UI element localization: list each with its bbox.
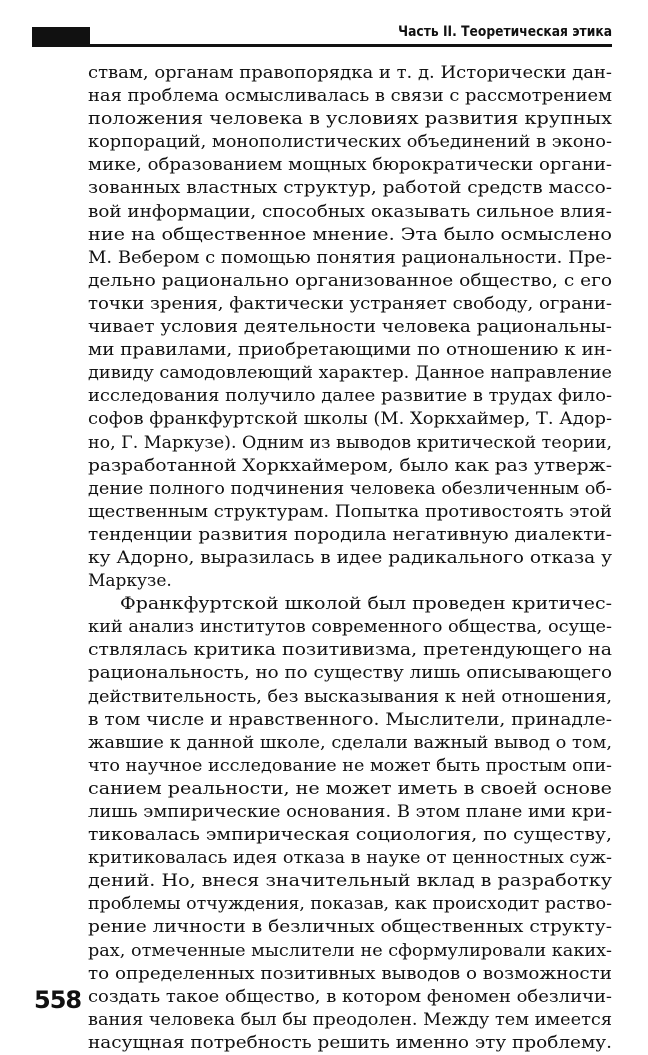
text-line bbox=[88, 616, 612, 639]
text-line-content: рах, отмеченные мыслители не сформулировали каких- bbox=[88, 940, 612, 961]
text-line bbox=[88, 570, 612, 593]
text-line bbox=[88, 201, 612, 224]
text-line bbox=[88, 108, 612, 131]
text-line bbox=[88, 709, 612, 732]
text-line-content: дение полного подчинения человека обезличенным об- bbox=[88, 478, 612, 499]
text-line bbox=[88, 662, 612, 685]
page-number: 558 bbox=[34, 986, 82, 1014]
text-line-content: то определенных позитивных выводов о возможности bbox=[88, 963, 612, 984]
text-line-content: что научное исследование не может быть простым опи- bbox=[88, 755, 612, 776]
text-line bbox=[88, 778, 612, 801]
text-line bbox=[88, 62, 612, 85]
text-line bbox=[88, 524, 612, 547]
text-line-content: санием реальности, не может иметь в своей основе bbox=[88, 778, 612, 799]
text-line bbox=[88, 362, 612, 385]
text-line-content: создать такое общество, в котором феномен обезличи- bbox=[88, 986, 612, 1007]
text-line bbox=[88, 547, 612, 570]
text-line-content: рение личности в безличных общественных структу- bbox=[88, 917, 612, 938]
text-line-content: дельно рационально организованное общество, с его bbox=[88, 270, 612, 291]
text-line bbox=[88, 177, 612, 200]
text-line bbox=[88, 755, 612, 778]
text-line bbox=[88, 1009, 612, 1032]
text-line-content: вания человека был бы преодолен. Между тем имеется bbox=[88, 1009, 612, 1030]
text-line-content: ние на общественное мнение. Эта было осмыслено bbox=[88, 224, 612, 245]
text-line bbox=[88, 732, 612, 755]
text-line bbox=[88, 639, 612, 662]
body-text bbox=[88, 62, 612, 1055]
text-line bbox=[88, 131, 612, 154]
text-line bbox=[88, 455, 612, 478]
text-line-content: Маркузе. bbox=[88, 571, 172, 592]
text-line-content: дивиду самодовлеющий характер. Данное направление bbox=[88, 363, 612, 384]
header-rule bbox=[90, 44, 612, 47]
text-line-content: тенденции развития породила негативную диалекти- bbox=[88, 524, 612, 545]
text-line bbox=[88, 270, 612, 293]
text-line-content: ная проблема осмысливалась в связи с рассмотрением bbox=[88, 86, 612, 107]
text-line bbox=[88, 85, 612, 108]
text-line-content: зованных властных структур, работой средств массо- bbox=[88, 178, 612, 199]
text-line bbox=[88, 870, 612, 893]
text-line-content: разработанной Хоркхаймером, было как раз утверж- bbox=[88, 455, 612, 476]
text-line-content: действительность, без высказывания к ней отношения, bbox=[88, 686, 612, 707]
text-line bbox=[88, 339, 612, 362]
text-line-content: ми правилами, приобретающими по отношению к ин- bbox=[88, 340, 612, 361]
text-line bbox=[88, 940, 612, 963]
text-line-content: М. Вебером с помощью понятия рациональности. Пре- bbox=[88, 247, 612, 268]
text-line-content: но, Г. Маркузе). Одним из выводов критической теории, bbox=[88, 432, 612, 453]
text-line-content: точки зрения, фактически устраняет свободу, ограни- bbox=[88, 293, 612, 314]
text-line bbox=[88, 408, 612, 431]
text-line bbox=[88, 593, 612, 616]
text-line bbox=[88, 824, 612, 847]
text-line-content: в том числе и нравственного. Мыслители, принадле- bbox=[88, 709, 612, 730]
text-line-content: жавшие к данной школе, сделали важный вывод о том, bbox=[88, 732, 612, 753]
text-line-content: корпораций, монополистических объединений в эконо- bbox=[88, 132, 612, 153]
running-header: Часть II. Теоретическая этика bbox=[398, 24, 612, 40]
text-line-content: ствам, органам правопорядка и т. д. Исторически дан- bbox=[88, 63, 612, 83]
text-line bbox=[88, 916, 612, 939]
text-line bbox=[88, 893, 612, 916]
text-line bbox=[88, 293, 612, 316]
text-line bbox=[88, 385, 612, 408]
text-line bbox=[88, 154, 612, 177]
text-line bbox=[88, 1032, 612, 1055]
text-line-content: кий анализ институтов современного общества, осуще- bbox=[88, 617, 612, 638]
text-line bbox=[88, 686, 612, 709]
text-line bbox=[88, 247, 612, 270]
text-line bbox=[88, 847, 612, 870]
text-line bbox=[88, 501, 612, 524]
text-line-content: софов франкфуртской школы (М. Хоркхаймер, Т. Адор- bbox=[88, 409, 612, 430]
text-line-content: насущная потребность решить именно эту проблему. bbox=[88, 1032, 612, 1053]
text-line bbox=[88, 963, 612, 986]
text-line-content: ствлялась критика позитивизма, претендующего на bbox=[88, 640, 612, 661]
text-line-content: проблемы отчуждения, показав, как происходит раство- bbox=[88, 894, 612, 915]
text-line-content: рациональность, но по существу лишь описывающего bbox=[88, 663, 612, 684]
text-line-content: критиковалась идея отказа в науке от ценностных суж- bbox=[88, 848, 612, 869]
text-line-content: ку Адорно, выразилась в идее радикального отказа у bbox=[88, 547, 612, 568]
text-line-content: исследования получило далее развитие в трудах фило- bbox=[88, 386, 612, 407]
text-line-content: лишь эмпирические основания. В этом плане ими кри- bbox=[88, 802, 612, 822]
text-line bbox=[88, 986, 612, 1009]
text-line bbox=[88, 316, 612, 339]
text-line bbox=[88, 432, 612, 455]
text-line-content: положения человека в условиях развития крупных bbox=[88, 109, 612, 130]
text-line-content: мике, образованием мощных бюрократически органи- bbox=[88, 155, 612, 176]
text-line-content: вой информации, способных оказывать сильное влия- bbox=[88, 201, 612, 222]
text-line-content: Франкфуртской школой был проведен критичес- bbox=[120, 594, 612, 615]
text-line bbox=[88, 478, 612, 501]
text-line-content: чивает условия деятельности человека рациональны- bbox=[88, 317, 612, 338]
header-bar bbox=[32, 27, 90, 47]
text-line-content: щественным структурам. Попытка противостоять этой bbox=[88, 501, 612, 522]
text-line-content: дений. Но, внеся значительный вклад в разработку bbox=[88, 871, 612, 892]
text-line-content: тиковалась эмпирическая социология, по существу, bbox=[88, 825, 612, 846]
text-line bbox=[88, 801, 612, 824]
text-line bbox=[88, 224, 612, 247]
